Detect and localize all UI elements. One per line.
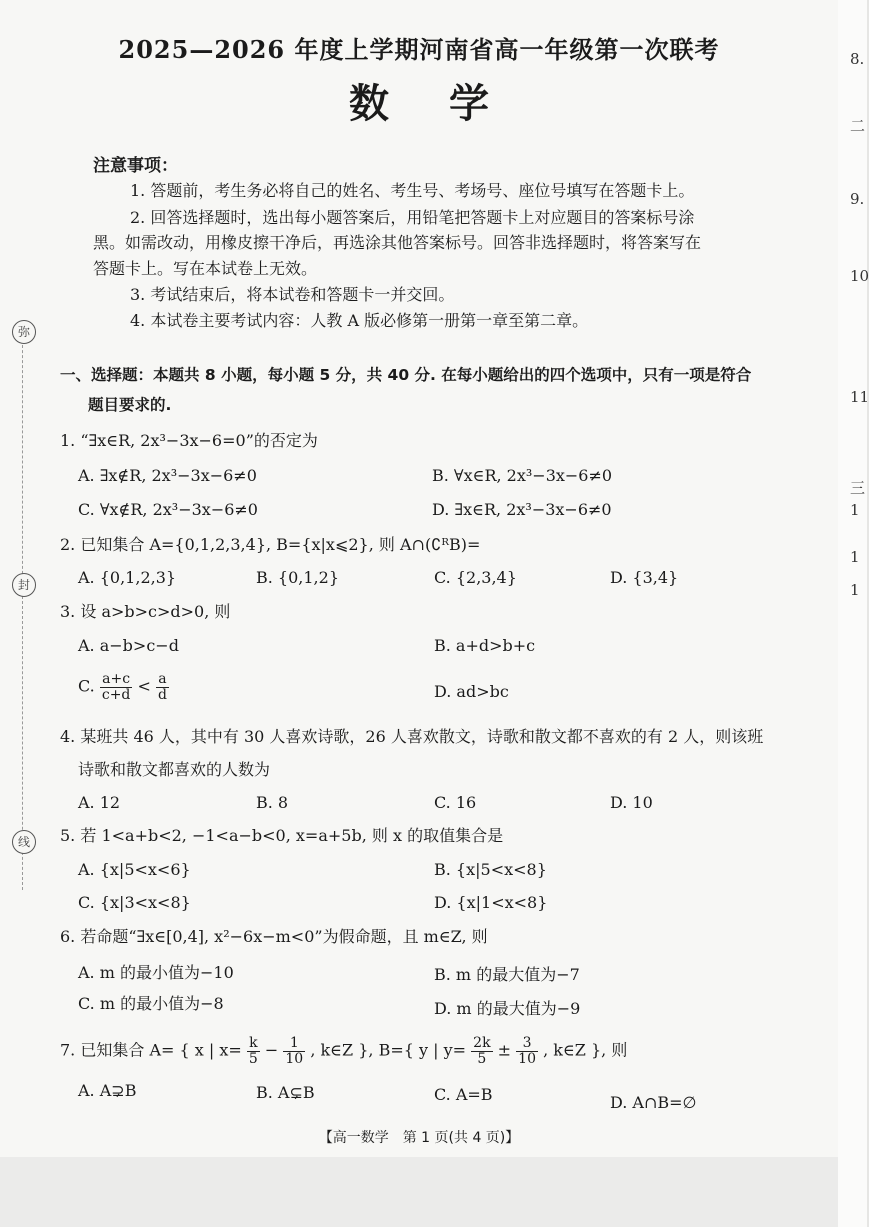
q4-option-a: A. 12 xyxy=(78,793,121,812)
margin-label: 1 xyxy=(850,581,860,599)
q4-option-b: B. 8 xyxy=(256,793,289,812)
binding-dashed-line xyxy=(22,330,23,890)
binding-mark-xian: 线 xyxy=(12,830,36,854)
notice-item-4: 4. 本试卷主要考试内容：人教 A 版必修第一册第一章至第二章。 xyxy=(130,311,589,330)
q3-option-a: A. a−b>c−d xyxy=(78,636,179,655)
q1-option-c: C. ∀x∉R, 2x³−3x−6≠0 xyxy=(78,500,258,519)
notice-item-2-cont: 黑。如需改动，用橡皮擦干净后，再选涂其他答案标号。回答非选择题时，将答案写在 xyxy=(93,233,702,252)
q1-option-a: A. ∃x∉R, 2x³−3x−6≠0 xyxy=(78,466,257,485)
q1-option-b: B. ∀x∈R, 2x³−3x−6≠0 xyxy=(432,466,613,485)
q3-option-d: D. ad>bc xyxy=(434,682,509,701)
q5-option-c: C. {x|3<x<8} xyxy=(78,893,191,912)
q3-stem: 3. 设 a>b>c>d>0, 则 xyxy=(60,602,231,621)
notice-item-2: 2. 回答选择题时，选出每小题答案后，用铅笔把答题卡上对应题目的答案标号涂 xyxy=(130,208,695,227)
q6-option-b: B. m 的最大值为−7 xyxy=(434,965,580,984)
q1-stem: 1. “∃x∈R, 2x³−3x−6=0”的否定为 xyxy=(60,431,318,450)
q6-option-c: C. m 的最小值为−8 xyxy=(78,994,224,1013)
q2-option-c: C. {2,3,4} xyxy=(434,568,517,587)
next-page-margin xyxy=(838,0,867,1227)
q7-stem: 7. 已知集合 A= { x | x= $\frac{k}{5}$ − $\frac{1}{10}$ , k∈Z }, B={ y | y= $\frac{2k}{5}$ ± $\frac{3}{10}$ , k∈Z }, 则 xyxy=(60,1035,628,1067)
q7-option-b: B. A⊊B xyxy=(256,1083,315,1102)
q7-option-a: A. A⊋B xyxy=(78,1081,137,1100)
q4-option-d: D. 10 xyxy=(610,793,653,812)
q7-fraction-1-10: $\frac{1}{10}$ xyxy=(285,1035,304,1067)
notice-item-3: 3. 考试结束后，将本试卷和答题卡一并交回。 xyxy=(130,285,455,304)
q2-option-d: D. {3,4} xyxy=(610,568,679,587)
q7-fraction-k-5: $\frac{k}{5}$ xyxy=(248,1035,258,1067)
margin-label: 二 xyxy=(850,117,866,135)
section-heading-cont: 题目要求的. xyxy=(88,396,172,414)
q2-option-b: B. {0,1,2} xyxy=(256,568,339,587)
q6-stem: 6. 若命题“∃x∈[0,4], x²−6x−m<0”为假命题，且 m∈Z, 则 xyxy=(60,927,488,946)
exam-subject: 数学 xyxy=(349,81,549,127)
q3-c-fraction-left: $\frac{a+c}{c+d}$ xyxy=(101,671,131,703)
q4-stem: 4. 某班共 46 人，其中有 30 人喜欢诗歌，26 人喜欢散文，诗歌和散文都不喜欢的有 2 人，则该班 xyxy=(60,727,764,746)
notice-heading: 注意事项： xyxy=(93,156,178,176)
scan-bottom-band xyxy=(0,1157,838,1227)
q4-stem-cont: 诗歌和散文都喜欢的人数为 xyxy=(78,760,271,779)
q3-option-c: C. $\frac{a+c}{c+d}$ < $\frac{a}{d}$ xyxy=(78,671,167,703)
q3-option-b: B. a+d>b+c xyxy=(434,636,536,655)
q2-option-a: A. {0,1,2,3} xyxy=(78,568,177,587)
margin-label: 10 xyxy=(850,267,869,285)
margin-label: 9. xyxy=(850,190,865,208)
binding-mark-mi: 弥 xyxy=(12,320,36,344)
q7-fraction-2k-5: $\frac{2k}{5}$ xyxy=(473,1035,491,1067)
q2-stem: 2. 已知集合 A={0,1,2,3,4}, B={x|x⩽2}, 则 A∩(∁ᴿB)= xyxy=(60,535,481,554)
margin-label: 1 xyxy=(850,501,860,519)
margin-label: 三 xyxy=(850,479,866,497)
q4-option-c: C. 16 xyxy=(434,793,477,812)
q6-option-d: D. m 的最大值为−9 xyxy=(434,999,581,1018)
q3-c-fraction-right: $\frac{a}{d}$ xyxy=(158,671,167,703)
q7-fraction-3-10: $\frac{3}{10}$ xyxy=(518,1035,536,1067)
q1-option-d: D. ∃x∈R, 2x³−3x−6≠0 xyxy=(432,500,612,519)
q7-option-c: C. A=B xyxy=(434,1085,493,1104)
section-heading: 一、选择题：本题共 8 小题，每小题 5 分，共 40 分. 在每小题给出的四个选项中，只有一项是符合 xyxy=(60,366,752,384)
page-footer: 【高一数学 第 1 页(共 4 页)】 xyxy=(318,1130,520,1146)
notice-item-1: 1. 答题前，考生务必将自己的姓名、考生号、考场号、座位号填写在答题卡上。 xyxy=(130,181,695,200)
q7-option-d: D. A∩B=∅ xyxy=(610,1093,697,1112)
binding-mark-feng: 封 xyxy=(12,573,36,597)
margin-label: 11 xyxy=(850,388,869,406)
q5-option-b: B. {x|5<x<8} xyxy=(434,860,547,879)
margin-label: 1 xyxy=(850,548,860,566)
q5-stem: 5. 若 1<a+b<2, −1<a−b<0, x=a+5b, 则 x 的取值集合是 xyxy=(60,826,504,845)
notice-item-2-end: 答题卡上。写在本试卷上无效。 xyxy=(93,259,318,278)
exam-title: 2025—2026 年度上学期河南省高一年级第一次联考 xyxy=(118,35,720,64)
q5-option-d: D. {x|1<x<8} xyxy=(434,893,548,912)
q5-option-a: A. {x|5<x<6} xyxy=(78,860,191,879)
q6-option-a: A. m 的最小值为−10 xyxy=(78,963,234,982)
margin-label: 8. xyxy=(850,50,865,68)
